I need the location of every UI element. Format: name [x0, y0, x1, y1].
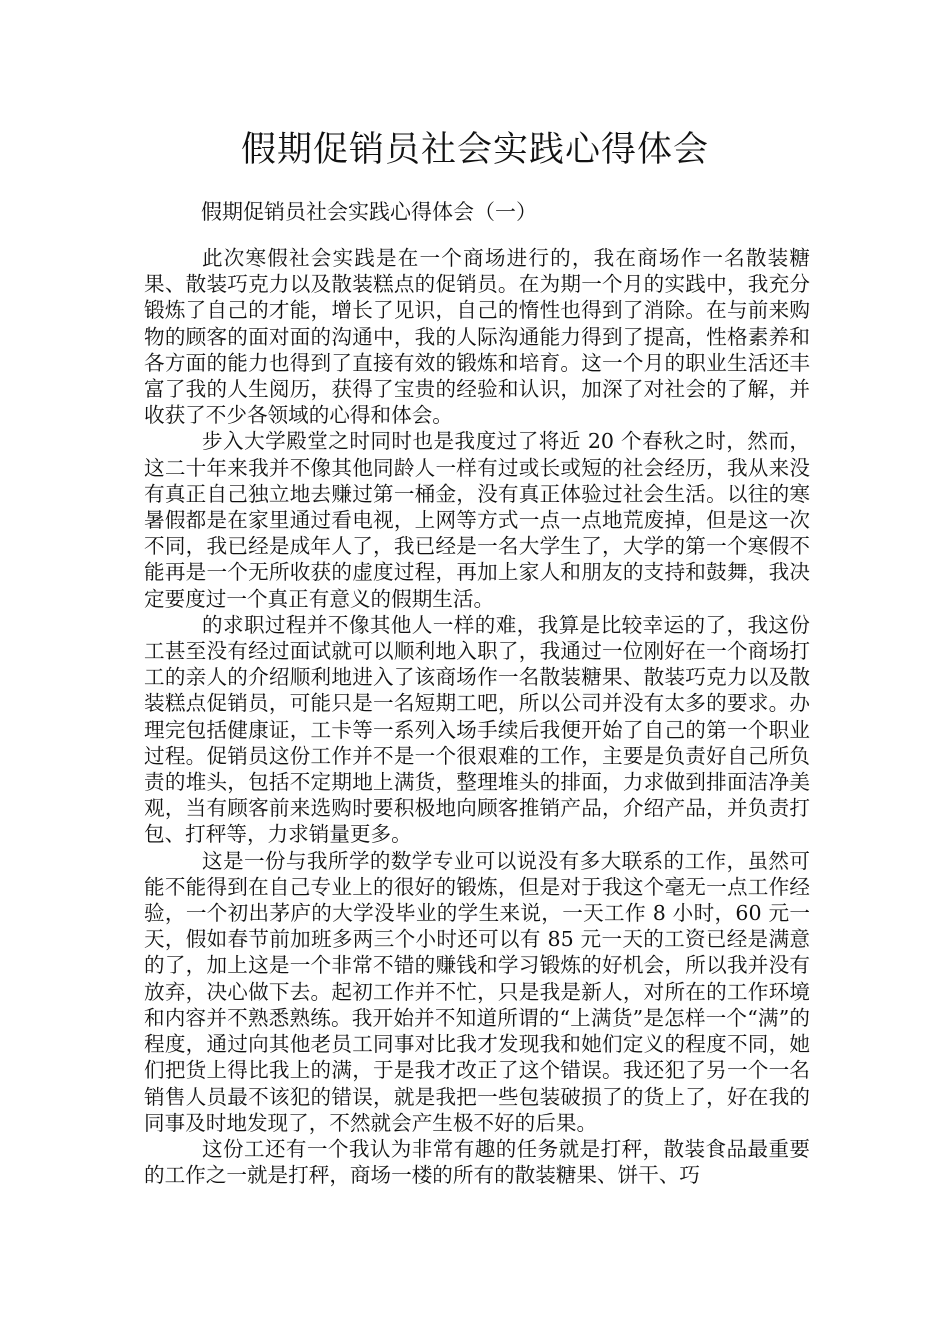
paragraph: 这份工还有一个我认为非常有趣的任务就是打秤，散装食品最重要的工作之一就是打秤，商场一楼的所有的散装糖果、饼干、巧 [144, 1136, 810, 1188]
paragraph: 这是一份与我所学的数学专业可以说没有多大联系的工作，虽然可能不能得到在自己专业上的很好的锻炼，但是对于我这个毫无一点工作经验，一个初出茅庐的大学没毕业的学生来说，一天工作 8 小时，60 元一天，假如春节前加班多两三个小时还可以有 85 元一天的工资已经是满意的了，加上这是一个非常不错的赚钱和学习锻炼的好机会，所以我并没有放弃，决心做下去。起初工作并不忙，只是我是新人，对所在的工作环境和内容并不熟悉熟练。我开始并不知道所谓的“上满货”是怎样一个“满”的程度，通过向其他老员工同事对比我才发现我和她们定义的程度不同，她们把货上得比我上的满，于是我才改正了这个错误。我还犯了另一个一名销售人员最不该犯的错误，就是我把一些包装破损了的货上了，好在我的同事及时地发现了，不然就会产生极不好的后果。 [144, 848, 810, 1135]
document-body [144, 245, 810, 1188]
document-title: 假期促销员社会实践心得体会 [240, 130, 709, 170]
paragraph: 步入大学殿堂之时同时也是我度过了将近 20 个春秋之时，然而，这二十年来我并不像其他同龄人一样有过或长或短的社会经历，我从来没有真正自己独立地去赚过第一桶金，没有真正体验过社会生活。以往的寒暑假都是在家里通过看电视，上网等方式一点一点地荒废掉，但是这一次不同，我已经是成年人了，我已经是一名大学生了，大学的第一个寒假不能再是一个无所收获的虚度过程，再加上家人和朋友的支持和鼓舞，我决定要度过一个真正有意义的假期生活。 [144, 429, 810, 611]
paragraph: 此次寒假社会实践是在一个商场进行的，我在商场作一名散装糖果、散装巧克力以及散装糕点的促销员。在为期一个月的实践中，我充分锻炼了自己的才能，增长了见识，自己的惰性也得到了消除。在与前来购物的顾客的面对面的沟通中，我的人际沟通能力得到了提高，性格素养和各方面的能力也得到了直接有效的锻炼和培育。这一个月的职业生活还丰富了我的人生阅历，获得了宝贵的经验和认识，加深了对社会的了解，并收获了不少各领域的心得和体会。 [144, 246, 810, 428]
paragraph: 的求职过程并不像其他人一样的难，我算是比较幸运的了，我这份工甚至没有经过面试就可以顺利地入职了，我通过一位刚好在一个商场打工的亲人的介绍顺利地进入了该商场作一名散装糖果、散装巧克力以及散装糕点促销员，可能只是一名短期工吧，所以公司并没有太多的要求。办理完包括健康证，工卡等一系列入场手续后我便开始了自己的第一个职业过程。促销员这份工作并不是一个很艰难的工作，主要是负责好自己所负责的堆头，包括不定期地上满货，整理堆头的排面，力求做到排面洁净美观，当有顾客前来选购时要积极地向顾客推销产品，介绍产品，并负责打包、打秤等，力求销量更多。 [144, 612, 810, 847]
document-subtitle: 假期促销员社会实践心得体会（一） [201, 200, 537, 224]
